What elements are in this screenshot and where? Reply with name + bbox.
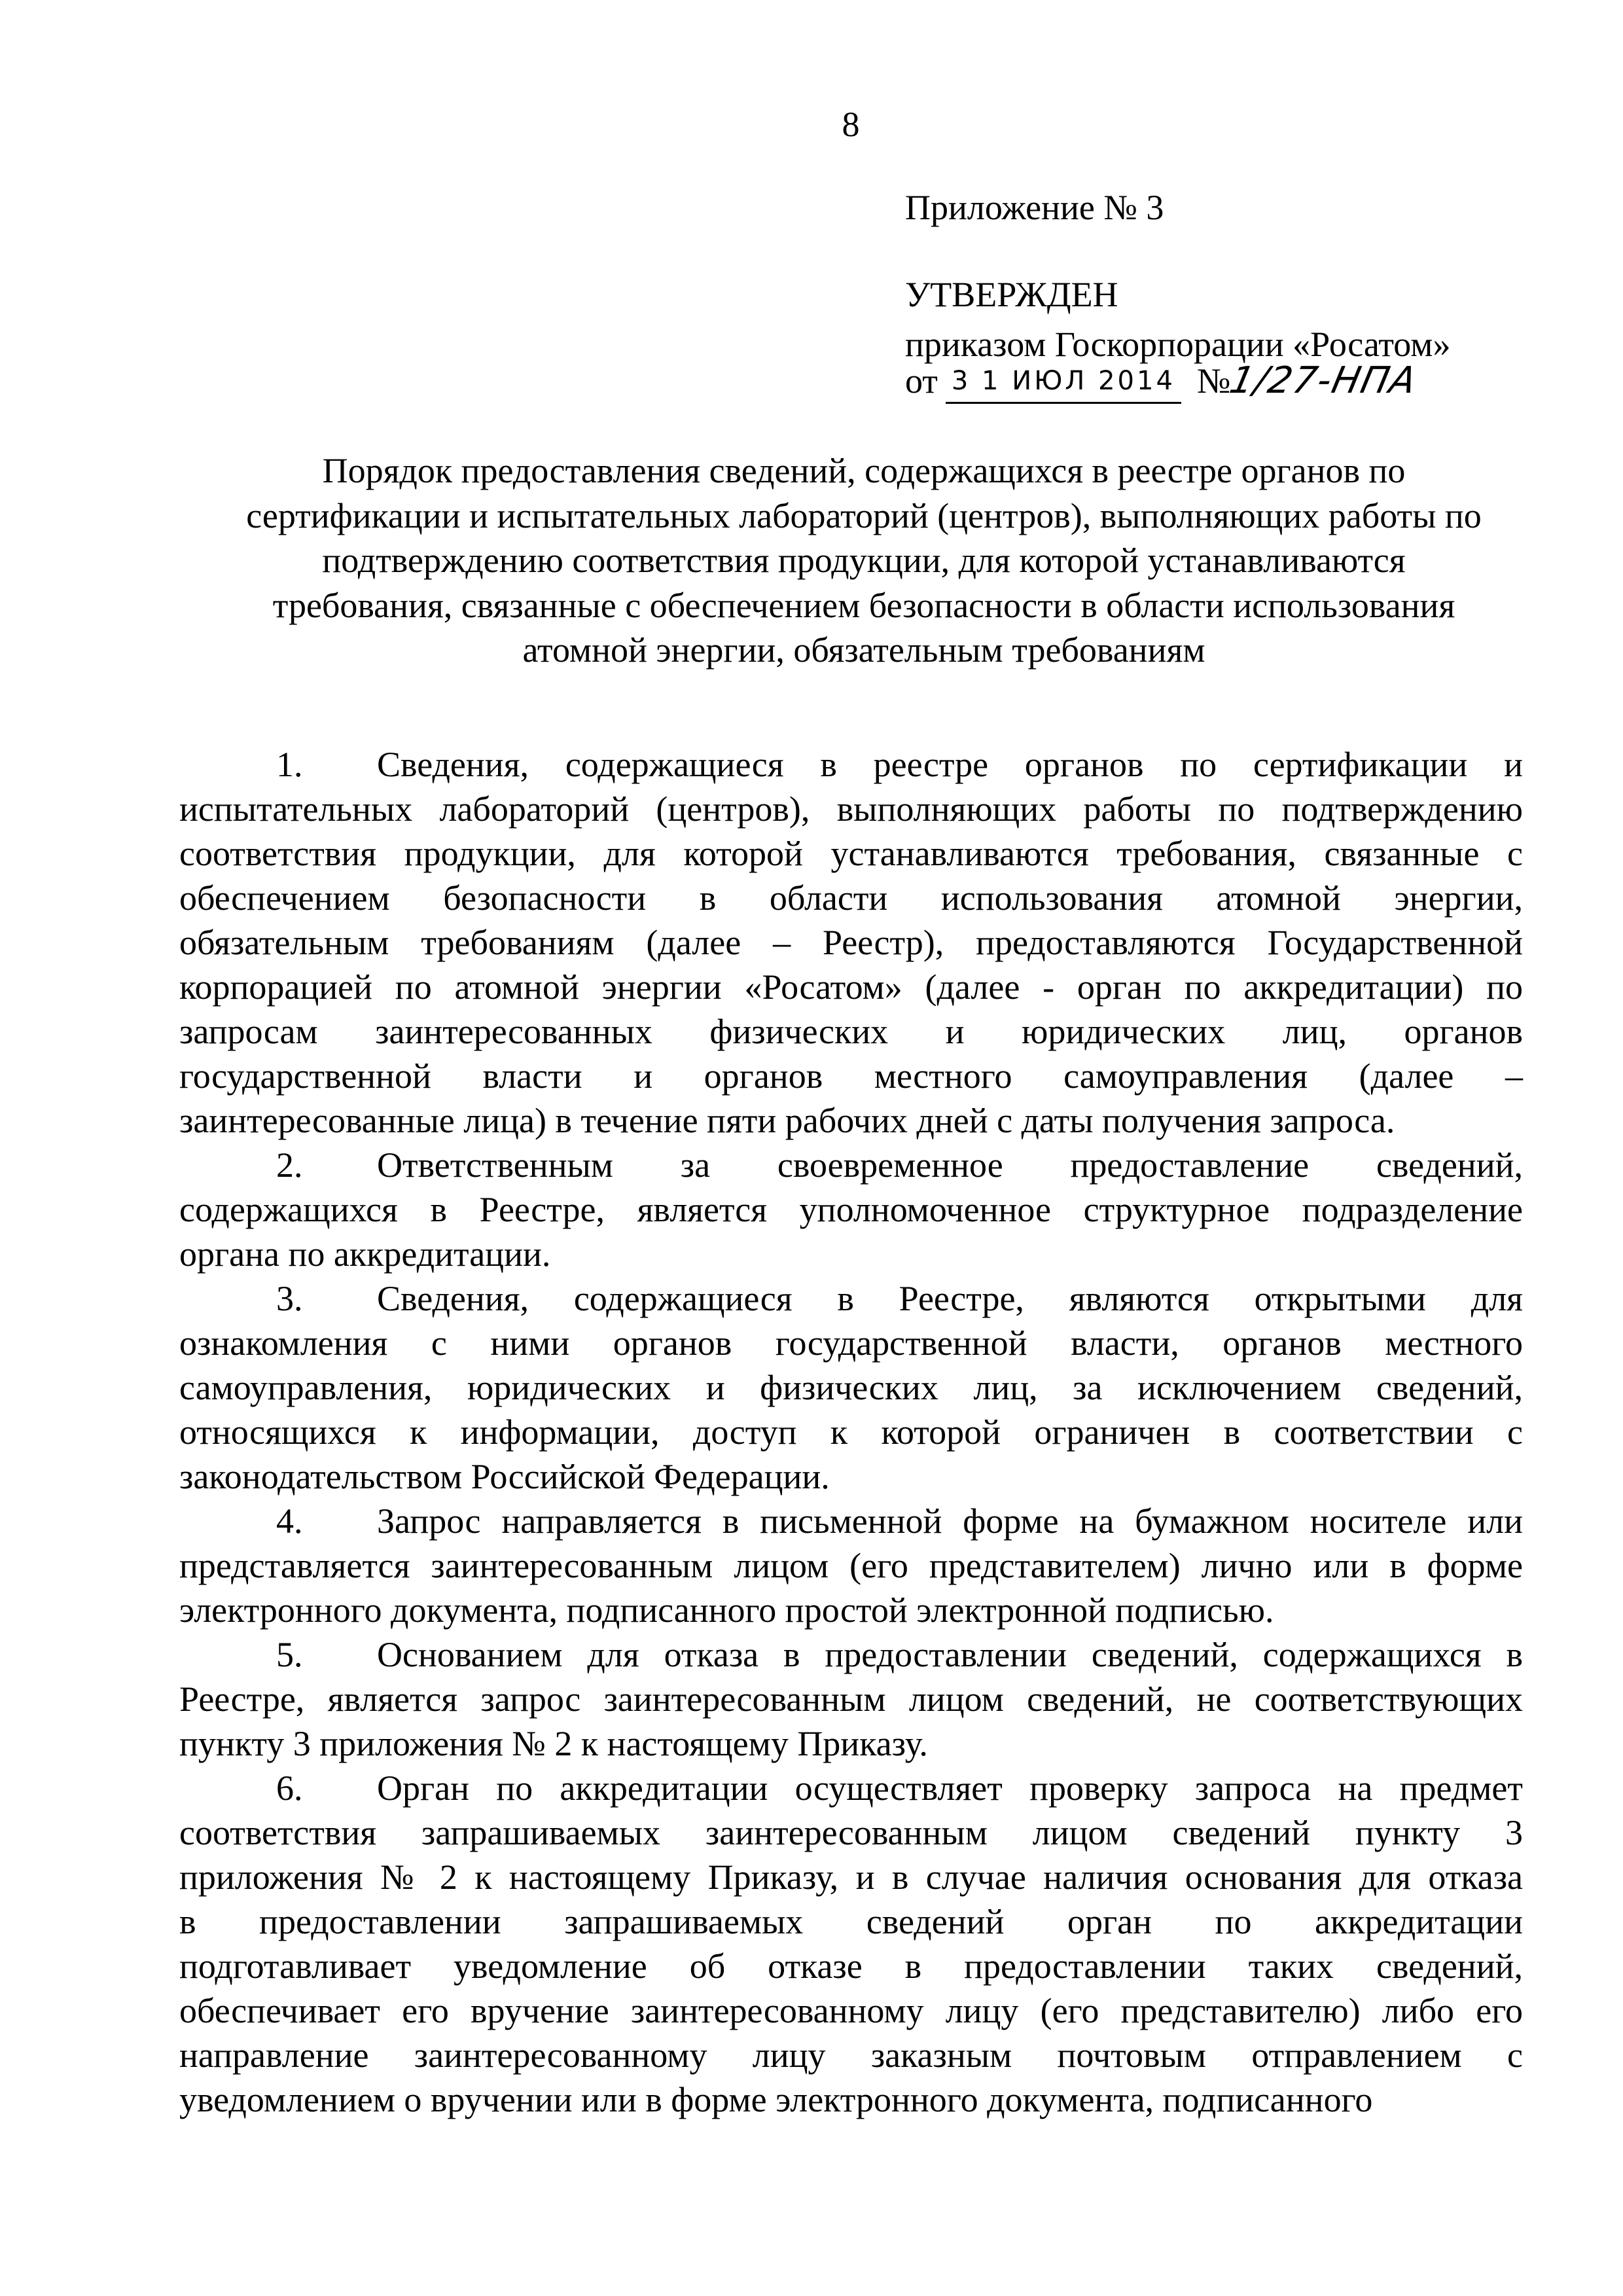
paragraph-text: заинтересованные лица) в течение пяти рабочих дней с даты получения запроса.	[179, 1101, 1395, 1140]
paragraph-number: 6.	[276, 1768, 303, 1808]
paragraph-line	[179, 1410, 1523, 1454]
paragraph-line	[179, 1276, 1523, 1321]
paragraph-text: обязательным требованиям (далее – Реестр), предоставляются Государственной	[179, 923, 1523, 962]
page-number: 8	[842, 105, 860, 144]
paragraph-4	[179, 1499, 1523, 1632]
paragraph-1	[179, 742, 1523, 1143]
paragraph-6	[179, 1766, 1523, 2122]
paragraph-number: 3.	[276, 1279, 303, 1318]
paragraph-line	[179, 1632, 1523, 1677]
paragraph-text: самоуправления, юридических и физических лиц, за исключением сведений,	[179, 1368, 1523, 1407]
paragraph-line	[179, 1543, 1523, 1588]
paragraph-text: органа по аккредитации.	[179, 1234, 551, 1274]
paragraph-text: Запрос направляется в письменной форме на бумажном носителе или	[377, 1501, 1523, 1541]
paragraph-text: ознакомления с ними органов государственной власти, органов местного	[179, 1323, 1523, 1363]
paragraph-line	[179, 1187, 1523, 1232]
paragraph-line	[179, 1988, 1523, 2033]
paragraph-text: Ответственным за своевременное предоставление сведений,	[377, 1145, 1523, 1185]
paragraph-line	[179, 876, 1523, 920]
approval-stamp-heading: УТВЕРЖДЕН	[905, 275, 1118, 314]
paragraph-line	[179, 1588, 1523, 1632]
document-body	[179, 742, 1523, 2122]
paragraph-line	[179, 1098, 1523, 1143]
paragraph-text: уведомлением о вручении или в форме электронного документа, подписанного	[179, 2080, 1373, 2119]
paragraph-line	[179, 1855, 1523, 1899]
paragraph-text: относящихся к информации, доступ к которой ограничен в соответствии с	[179, 1412, 1523, 1452]
paragraph-2	[179, 1143, 1523, 1276]
paragraph-text: Основанием для отказа в предоставлении сведений, содержащихся в	[377, 1635, 1523, 1674]
paragraph-line	[179, 1454, 1523, 1499]
title-line: сертификации и испытательных лабораторий (центров), выполняющих работы по	[246, 495, 1482, 535]
paragraph-line	[179, 1944, 1523, 1988]
paragraph-text: направление заинтересованному лицу заказным почтовым отправлением с	[179, 2036, 1523, 2075]
paragraph-text: в предоставлении запрашиваемых сведений орган по аккредитации	[179, 1902, 1523, 1941]
title-line: подтверждению соответствия продукции, для которой устанавливаются	[322, 541, 1406, 580]
paragraph-line	[179, 1810, 1523, 1855]
order-number-handwritten: 1/27-НПА	[1226, 359, 1421, 402]
approval-date-line	[905, 359, 1421, 404]
paragraph-line	[179, 2077, 1523, 2122]
paragraph-line	[179, 831, 1523, 876]
approval-order-issuer: приказом Госкорпорации «Росатом»	[905, 325, 1451, 364]
paragraph-text: пункту 3 приложения № 2 к настоящему Приказу.	[179, 1724, 928, 1763]
paragraph-line	[179, 1499, 1523, 1543]
paragraph-line	[179, 1321, 1523, 1365]
paragraph-text: представляется заинтересованным лицом (его представителем) лично или в форме	[179, 1546, 1523, 1585]
paragraph-text: Орган по аккредитации осуществляет проверку запроса на предмет	[377, 1768, 1523, 1808]
paragraph-line	[179, 1899, 1523, 1944]
document-title	[183, 448, 1544, 673]
number-prefix: №	[1196, 361, 1231, 401]
paragraph-number: 5.	[276, 1635, 303, 1674]
paragraph-text: государственной власти и органов местного самоуправления (далее –	[179, 1056, 1523, 1096]
paragraph-line	[179, 1054, 1523, 1098]
paragraph-line	[179, 1677, 1523, 1721]
paragraph-text: Реестре, является запрос заинтересованным лицом сведений, не соответствующих	[179, 1679, 1523, 1719]
paragraph-3	[179, 1276, 1523, 1499]
title-line: атомной энергии, обязательным требованиям	[522, 630, 1205, 670]
paragraph-text: электронного документа, подписанного простой электронной подписью.	[179, 1590, 1274, 1630]
paragraph-text: законодательством Российской Федерации.	[179, 1457, 830, 1496]
paragraph-5	[179, 1632, 1523, 1766]
paragraph-text: содержащихся в Реестре, является уполномоченное структурное подразделение	[179, 1190, 1523, 1229]
paragraph-number: 2.	[276, 1145, 303, 1185]
paragraph-text: приложения № 2 к настоящему Приказу, и в случае наличия основания для отказа	[179, 1857, 1523, 1897]
paragraph-line	[179, 965, 1523, 1009]
paragraph-text: соответствия запрашиваемых заинтересованным лицом сведений пункту 3	[179, 1813, 1523, 1852]
paragraph-text: Сведения, содержащиеся в реестре органов по сертификации и	[377, 745, 1523, 784]
paragraph-line	[179, 742, 1523, 787]
title-line: требования, связанные с обеспечением безопасности в области использования	[272, 585, 1455, 625]
paragraph-text: соответствия продукции, для которой устанавливаются требования, связанные с	[179, 834, 1523, 873]
paragraph-line	[179, 1365, 1523, 1410]
paragraph-text: запросам заинтересованных физических и юридических лиц, органов	[179, 1012, 1523, 1051]
paragraph-number: 4.	[276, 1501, 303, 1541]
date-prefix: от	[905, 361, 938, 401]
paragraph-line	[179, 1009, 1523, 1054]
paragraph-line	[179, 787, 1523, 831]
order-date-stamp: 3 1 ИЮЛ 2014	[946, 360, 1181, 404]
paragraph-text: испытательных лабораторий (центров), выполняющих работы по подтверждению	[179, 789, 1523, 829]
appendix-label: Приложение № 3	[905, 188, 1164, 227]
paragraph-number: 1.	[276, 745, 303, 784]
paragraph-line	[179, 1232, 1523, 1276]
paragraph-text: корпорацией по атомной энергии «Росатом» (далее - орган по аккредитации) по	[179, 967, 1523, 1007]
paragraph-line	[179, 920, 1523, 965]
paragraph-text: обеспечением безопасности в области использования атомной энергии,	[179, 878, 1523, 918]
paragraph-text: подготавливает уведомление об отказе в предоставлении таких сведений,	[179, 1946, 1523, 1986]
paragraph-text: Сведения, содержащиеся в Реестре, являются открытыми для	[377, 1279, 1523, 1318]
paragraph-line	[179, 1721, 1523, 1766]
paragraph-text: обеспечивает его вручение заинтересованному лицу (его представителю) либо его	[179, 1991, 1523, 2030]
paragraph-line	[179, 2033, 1523, 2077]
paragraph-line	[179, 1143, 1523, 1187]
paragraph-line	[179, 1766, 1523, 1810]
title-line: Порядок предоставления сведений, содержащихся в реестре органов по	[322, 451, 1406, 490]
